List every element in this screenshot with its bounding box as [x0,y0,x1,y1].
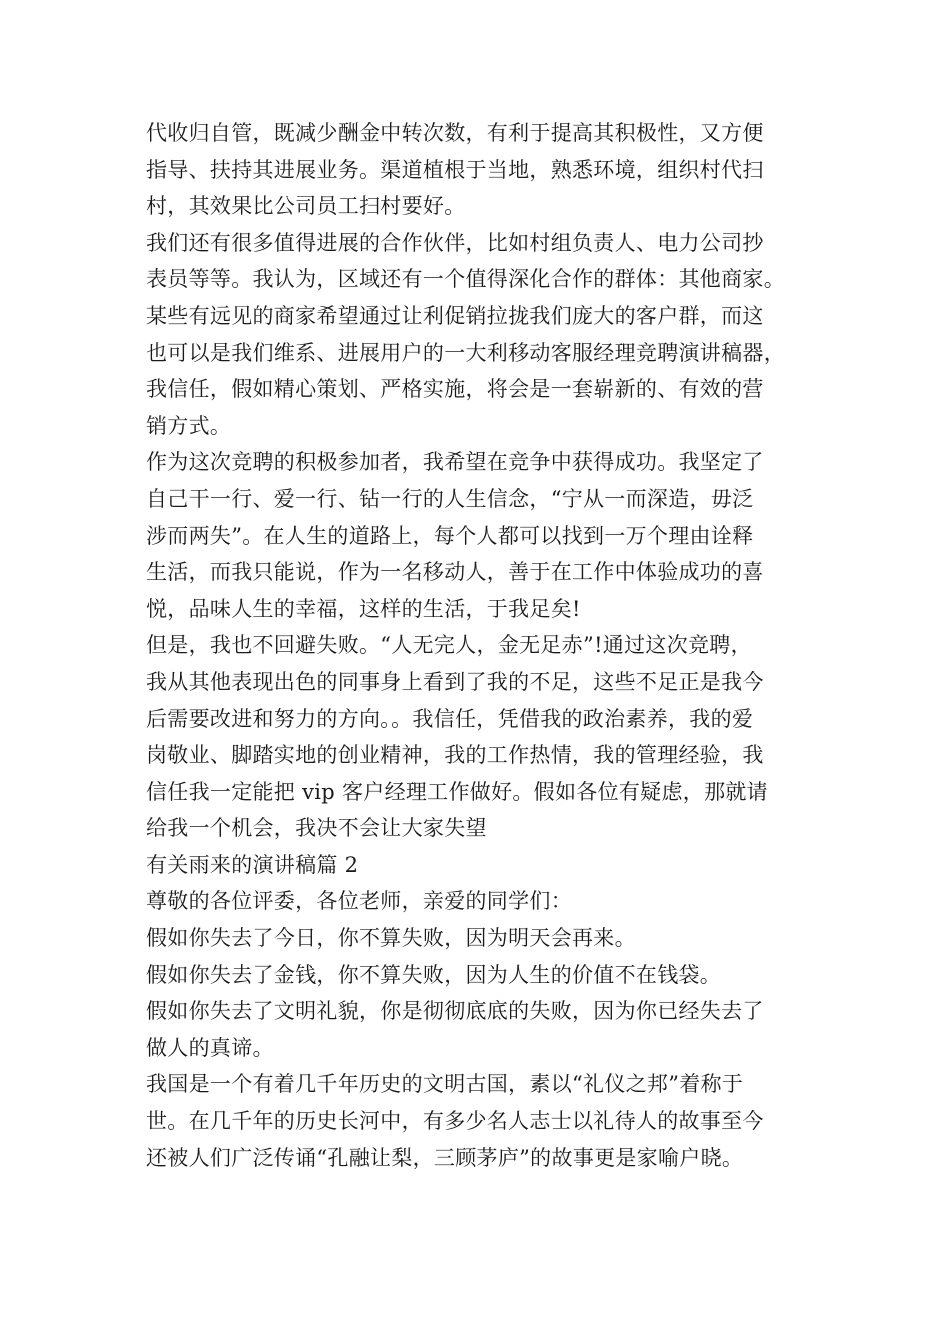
paragraph [146,920,826,957]
text-line: 作为这次竞聘的积极参加者，我希望在竞争中获得成功。我坚定了 [146,450,764,475]
text-line: 给我一个机会，我决不会让大家失望 [146,816,487,841]
text-line: 我信任，假如精心策划、严格实施，将会是一套崭新的、有效的营 [146,377,764,402]
text-line: 悦，品味人生的幸福，这样的生活，于我足矣! [146,596,581,621]
text-line: 我国是一个有着几千年历史的文明古国，素以“礼仪之邦”着称于 [146,1072,744,1097]
text-line: 某些有远见的商家希望通过让利促销拉拢我们庞大的客户群，而这 [146,303,764,328]
text-line: 自己干一行、爱一行、钻一行的人生信念，“宁从一而深造，毋泛 [146,486,754,511]
paragraph [146,883,826,920]
text-line: 指导、扶持其进展业务。渠道植根于当地，熟悉环境，组织村代扫 [146,157,764,182]
text-line: 还被人们广泛传诵“孔融让梨，三顾茅庐”的故事更是家喻户晓。 [146,1145,744,1170]
paragraph [146,444,826,627]
paragraph [146,847,826,884]
paragraph [146,627,826,847]
text-line: 代收归自管，既减少酬金中转次数，有利于提高其积极性，又方便 [146,121,764,145]
text-line: 有关雨来的演讲稿篇 2 [146,852,359,877]
paragraph [146,115,826,225]
text-line: 也可以是我们维系、进展用户的一大利移动客服经理竞聘演讲稿器， [146,340,785,365]
text-line: 后需要改进和努力的方向。。我信任，凭借我的政治素养，我的爱 [146,706,754,731]
text-line: 世。在几千年的历史长河中，有多少名人志士以礼待人的故事至今 [146,1109,764,1134]
document-body [146,115,826,1176]
text-line: 但是，我也不回避失败。“人无完人，金无足赤”!通过这次竞聘， [146,633,752,658]
text-line: 村，其效果比公司员工扫村要好。 [146,194,466,219]
text-line: 做人的真谛。 [146,1035,274,1060]
paragraph [146,225,826,445]
text-line: 假如你失去了今日，你不算失败，因为明天会再来。 [146,926,636,951]
text-line: 假如你失去了金钱，你不算失败，因为人生的价值不在钱袋。 [146,962,722,987]
text-line: 假如你失去了文明礼貌，你是彻彻底底的失败，因为你已经失去了 [146,999,764,1024]
text-line: 涉而两失”。在人生的道路上，每个人都可以找到一万个理由诠释 [146,523,754,548]
text-line: 岗敬业、脚踏实地的创业精神，我的工作热情，我的管理经验，我 [146,743,764,768]
text-line: 生活，而我只能说，作为一名移动人，善于在工作中体验成功的喜 [146,560,764,585]
text-line: 信任我一定能把 vip 客户经理工作做好。假如各位有疑虑，那就请 [146,779,768,804]
paragraph [146,993,826,1066]
text-line: 表员等等。我认为，区域还有一个值得深化合作的群体：其他商家。 [146,267,785,292]
paragraph [146,957,826,994]
text-line: 我从其他表现出色的同事身上看到了我的不足，这些不足正是我今 [146,669,764,694]
paragraph [146,1066,826,1176]
text-line: 我们还有很多值得进展的合作伙伴，比如村组负责人、电力公司抄 [146,230,764,255]
text-line: 尊敬的各位评委，各位老师，亲爱的同学们： [146,889,572,914]
text-line: 销方式。 [146,413,232,438]
